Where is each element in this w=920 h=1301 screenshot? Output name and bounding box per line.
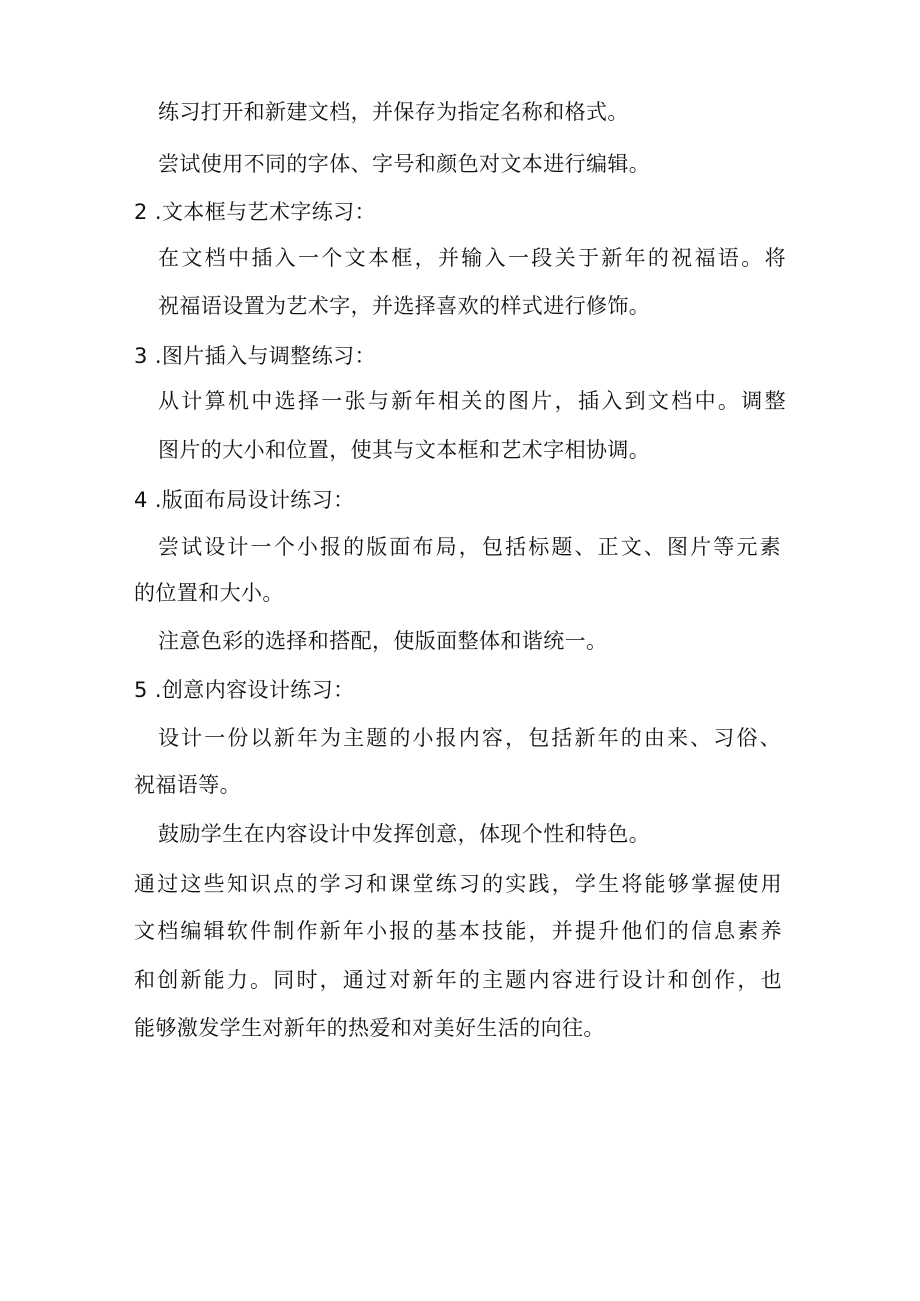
section-heading-3: 3 .图片插入与调整练习：	[134, 344, 376, 368]
section-heading-4: 4 .版面布局设计练习：	[134, 488, 355, 512]
section-4-line-2: 的位置和大小。	[134, 581, 284, 605]
section-2-line-1: 在文档中插入一个文本框，并输入一段关于新年的祝福语。将	[158, 246, 786, 270]
section-heading-2: 2 .文本框与艺术字练习：	[134, 200, 376, 224]
section-5-line-2: 祝福语等。	[134, 773, 241, 797]
practice-line-open-save: 练习打开和新建文档，并保存为指定名称和格式。	[158, 100, 629, 124]
section-4-line-1: 尝试设计一个小报的版面布局，包括标题、正文、图片等元素	[158, 535, 781, 559]
section-3-line-1: 从计算机中选择一张与新年相关的图片，插入到文档中。调整	[158, 389, 786, 413]
section-heading-5: 5 .创意内容设计练习：	[134, 678, 355, 702]
summary-line-4: 能够激发学生对新年的热爱和对美好生活的向往。	[134, 1016, 605, 1040]
section-3-line-2: 图片的大小和位置，使其与文本框和艺术字相协调。	[158, 438, 651, 462]
section-4-line-3: 注意色彩的选择和搭配，使版面整体和谐统一。	[158, 629, 608, 653]
summary-line-1: 通过这些知识点的学习和课堂练习的实践，学生将能够掌握使用	[134, 872, 782, 896]
section-5-line-1: 设计一份以新年为主题的小报内容，包括新年的由来、习俗、	[158, 726, 781, 750]
section-2-line-2: 祝福语设置为艺术字，并选择喜欢的样式进行修饰。	[158, 294, 651, 318]
summary-line-2: 文档编辑软件制作新年小报的基本技能，并提升他们的信息素养	[134, 919, 782, 943]
practice-line-font-edit: 尝试使用不同的字体、字号和颜色对文本进行编辑。	[158, 152, 651, 176]
summary-line-3: 和创新能力。同时，通过对新年的主题内容进行设计和创作，也	[134, 968, 782, 992]
section-5-line-3: 鼓励学生在内容设计中发挥创意，体现个性和特色。	[158, 822, 651, 846]
